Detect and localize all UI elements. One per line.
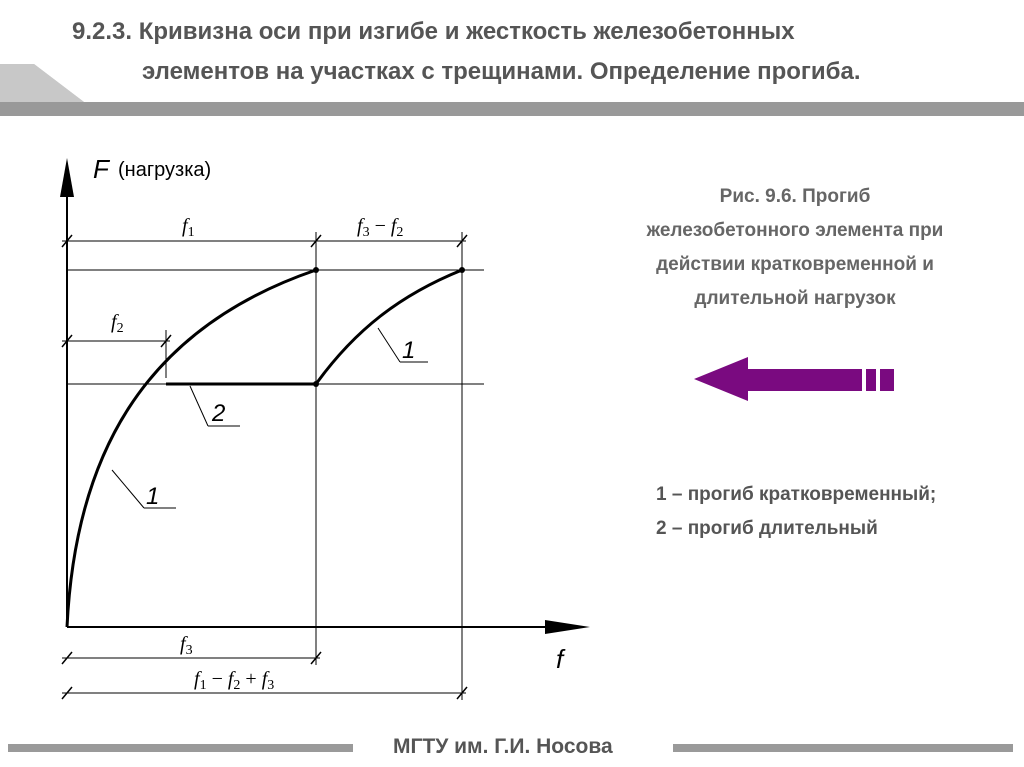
deflection-diagram <box>0 140 600 740</box>
y-axis-label: F <box>93 154 109 184</box>
dim-label-f3-minus-f2: $f_3 - f_2$ <box>357 215 404 240</box>
curve-label-1-lower: 1 <box>146 483 160 510</box>
dim-label-total: $f_1 - f_2 + f_3$ <box>194 668 275 693</box>
curve-label-2: 2 <box>212 400 226 427</box>
footer-rule-right <box>673 744 1013 752</box>
dim-label-f3: $f_3$ <box>180 633 193 658</box>
leader-1-upper <box>378 328 400 362</box>
dim-label-f1: $f_1$ <box>182 215 195 240</box>
header-band <box>0 64 1024 118</box>
curve-label-1-upper: 1 <box>402 337 416 364</box>
y-axis-arrowhead <box>60 158 74 197</box>
caption-line: железобетонного элемента при <box>646 220 944 241</box>
caption-line: действии кратковременной и <box>656 254 934 275</box>
figure-caption <box>595 180 995 316</box>
x-axis-arrowhead <box>545 620 590 634</box>
curve-short-term-upper <box>316 270 462 384</box>
x-axis-label: f <box>556 644 564 674</box>
y-axis-note: (нагрузка) <box>118 159 212 181</box>
legend-item-2: 2 – прогиб длительный <box>656 518 878 539</box>
caption-line: Рис. 9.6. Прогиб <box>719 186 871 207</box>
point-mid <box>313 381 319 387</box>
leader-1-lower <box>112 470 144 508</box>
dim-label-f2: $f_2$ <box>111 311 124 336</box>
page-title-line-2: элементов на участках с трещинами. Определение прогиба. <box>142 58 861 85</box>
point-top-total <box>459 267 465 273</box>
left-arrow-icon <box>692 355 902 405</box>
legend <box>656 478 936 546</box>
point-top-f1 <box>313 267 319 273</box>
leader-2 <box>190 386 208 426</box>
caption-line: длительной нагрузок <box>694 288 896 309</box>
footer-text: МГТУ им. Г.И. Носова <box>393 735 613 758</box>
footer-rule-left <box>8 744 353 752</box>
legend-item-1: 1 – прогиб кратковременный; <box>656 484 937 505</box>
curve-short-term-main <box>67 270 316 627</box>
page-title-line-1: 9.2.3. Кривизна оси при изгибе и жесткость железобетонных <box>72 18 795 45</box>
